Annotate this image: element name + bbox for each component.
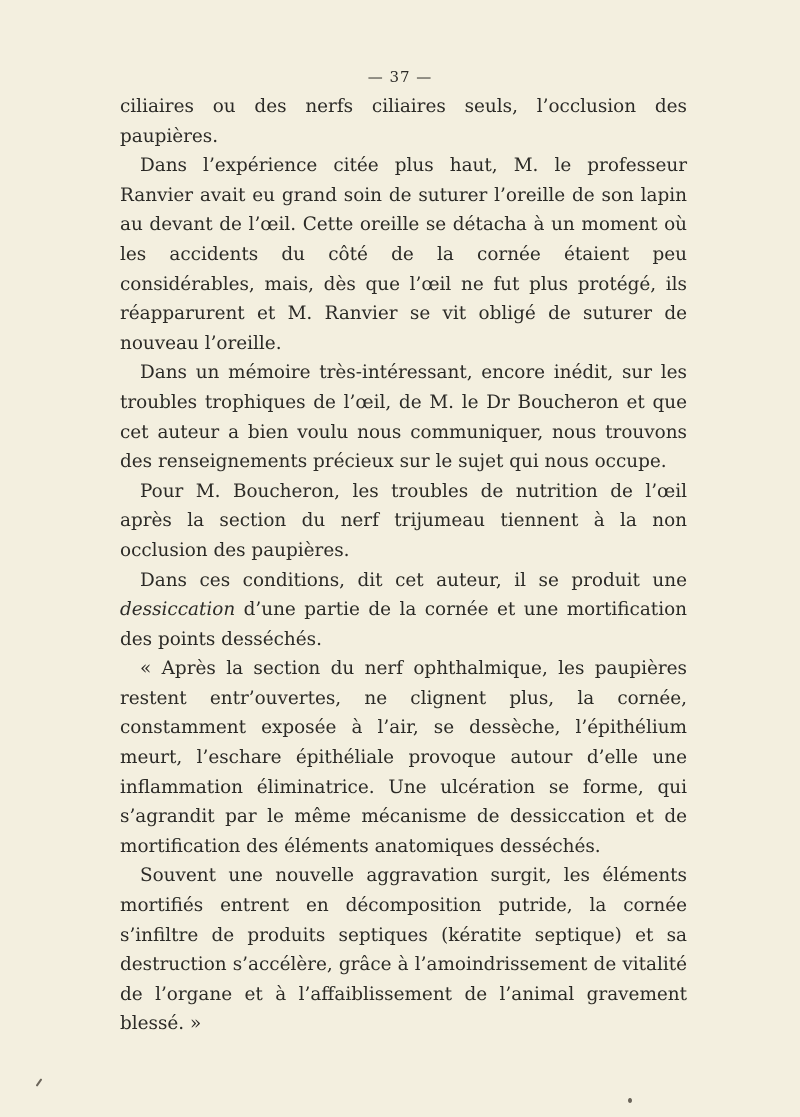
paragraph-1: ciliaires ou des nerfs ciliaires seuls, l’occlusion des paupières. — [120, 96, 687, 147]
paragraph-3: Dans un mémoire très-intéressant, encore inédit, sur les troubles trophiques de l’œil, de M. le Dr Boucheron et que cet auteur a bien voulu nous communiquer, nous trouvons des renseignements précieux sur le sujet qui nous occupe. — [120, 362, 687, 473]
paragraph-5-before: Dans ces conditions, dit cet auteur, il se produit une — [140, 569, 687, 591]
page-number: — 37 — — [367, 68, 433, 86]
paragraph-2: Dans l’expérience citée plus haut, M. le professeur Ranvier avait eu grand soin de suturer l’oreille de son lapin au devant de l’œil. Cette oreille se détacha à un moment où les accidents du côté de la cornée étaient peu considérables, mais, dès que l’œil ne fut plus protégé, ils réapparurent et M. Ranvier se vit obligé de suturer de nouveau l’oreille. — [120, 155, 687, 354]
body-text — [120, 92, 687, 1039]
ink-mark — [36, 1078, 43, 1087]
paragraph-5-italic: dessiccation — [120, 599, 236, 621]
paragraph-5-after: d’une partie de la cornée et une mortification des points desséchés. — [120, 599, 687, 650]
paragraph-4: Pour M. Boucheron, les troubles de nutrition de l’œil après la section du nerf trijumeau tiennent à la non occlusion des paupières. — [120, 480, 687, 561]
ink-speck — [628, 1098, 632, 1103]
paragraph-6: « Après la section du nerf ophthalmique, les paupières restent entr’ouvertes, ne clignent plus, la cornée, constamment exposée à l’air, se dessèche, l’épithélium meurt, l’eschare épithéliale provoque autour d’elle une inflammation éliminatrice. Une ulcération se forme, qui s’agrandit par le même mécanisme de dessiccation et de mortification des éléments anatomiques desséchés. — [120, 658, 687, 857]
paragraph-5 — [120, 566, 687, 655]
paragraph-7: Souvent une nouvelle aggravation surgit, les éléments mortifiés entrent en décomposition putride, la cornée s’infiltre de produits septiques (kératite septique) et sa destruction s’accélère, grâce à l’amoindrissement de vitalité de l’organe et à l’affaiblissement de l’animal gravement blessé. » — [120, 865, 687, 1035]
